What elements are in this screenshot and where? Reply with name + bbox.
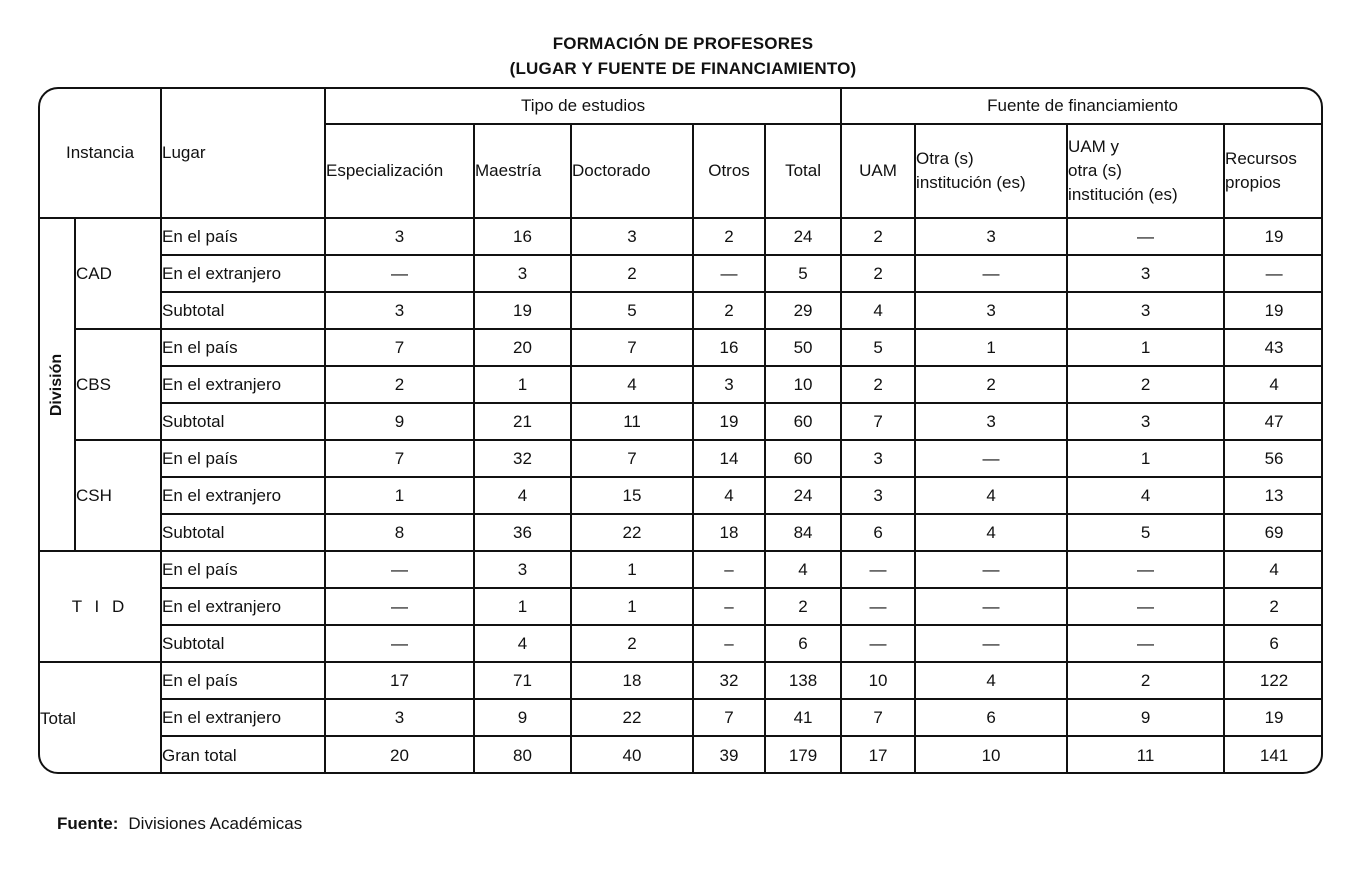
lugar-cell: En el extranjero xyxy=(161,588,325,625)
cell-uam-y-otra: 9 xyxy=(1067,699,1224,736)
cell-uam: 2 xyxy=(841,366,915,403)
cell-otra-institucion: 6 xyxy=(915,699,1067,736)
lugar-cell: En el extranjero xyxy=(161,477,325,514)
cell-maestria: 32 xyxy=(474,440,571,477)
cell-especializacion: — xyxy=(325,551,474,588)
cell-uam-y-otra: 5 xyxy=(1067,514,1224,551)
cell-uam-y-otra: 3 xyxy=(1067,255,1224,292)
table-row-cad-pais xyxy=(39,218,1323,255)
cell-doctorado: 5 xyxy=(571,292,693,329)
cell-uam-y-otra: 3 xyxy=(1067,403,1224,440)
cell-uam-y-otra: 4 xyxy=(1067,477,1224,514)
lugar-cell: Subtotal xyxy=(161,292,325,329)
lugar-cell: En el extranjero xyxy=(161,366,325,403)
cell-maestria: 1 xyxy=(474,588,571,625)
cell-total: 24 xyxy=(765,477,841,514)
cell-especializacion: 2 xyxy=(325,366,474,403)
cell-doctorado: 15 xyxy=(571,477,693,514)
lugar-cell: Subtotal xyxy=(161,403,325,440)
cell-recursos-propios: 13 xyxy=(1224,477,1323,514)
cell-doctorado: 7 xyxy=(571,329,693,366)
cell-otros: 7 xyxy=(693,699,765,736)
cell-especializacion: — xyxy=(325,588,474,625)
cell-recursos-propios: 43 xyxy=(1224,329,1323,366)
cell-total: 29 xyxy=(765,292,841,329)
cell-total: 24 xyxy=(765,218,841,255)
cell-total: 60 xyxy=(765,403,841,440)
cell-uam-y-otra: 1 xyxy=(1067,329,1224,366)
cell-otra-institucion: 4 xyxy=(915,514,1067,551)
cell-uam: 17 xyxy=(841,736,915,774)
cell-especializacion: 7 xyxy=(325,440,474,477)
data-table-frame xyxy=(38,87,1323,774)
cell-otros: 19 xyxy=(693,403,765,440)
cell-total: 138 xyxy=(765,662,841,699)
cell-uam-y-otra: 11 xyxy=(1067,736,1224,774)
cell-otros: 4 xyxy=(693,477,765,514)
header-otra-institucion-line1: Otra (s) xyxy=(916,149,974,168)
cell-doctorado: 22 xyxy=(571,514,693,551)
lugar-cell: En el país xyxy=(161,551,325,588)
cell-especializacion: 9 xyxy=(325,403,474,440)
cell-recursos-propios: 19 xyxy=(1224,218,1323,255)
cell-maestria: 3 xyxy=(474,551,571,588)
cell-doctorado: 4 xyxy=(571,366,693,403)
cell-especializacion: 3 xyxy=(325,699,474,736)
table-row-cad-subtotal xyxy=(39,292,1323,329)
header-tipo-estudios: Tipo de estudios xyxy=(325,88,841,124)
cell-uam: 7 xyxy=(841,403,915,440)
header-uam-y-otra-line2: otra (s) xyxy=(1068,161,1122,180)
source-text: Divisiones Académicas xyxy=(128,814,303,833)
table-row-csh-extranjero xyxy=(39,477,1323,514)
header-uam-y-otra-line1: UAM y xyxy=(1068,137,1120,156)
cell-recursos-propios: 69 xyxy=(1224,514,1323,551)
cell-maestria: 19 xyxy=(474,292,571,329)
table-title: FORMACIÓN DE PROFESORES xyxy=(552,34,814,53)
cell-doctorado: 22 xyxy=(571,699,693,736)
header-lugar: Lugar xyxy=(161,88,325,218)
cell-uam: 4 xyxy=(841,292,915,329)
cell-recursos-propios: 19 xyxy=(1224,292,1323,329)
header-recursos-propios xyxy=(1224,124,1323,218)
table-row-tid-subtotal xyxy=(39,625,1323,662)
cell-doctorado: 1 xyxy=(571,588,693,625)
cell-uam-y-otra: 2 xyxy=(1067,662,1224,699)
instancia-total: Total xyxy=(39,662,161,774)
cell-uam: — xyxy=(841,551,915,588)
cell-uam: 10 xyxy=(841,662,915,699)
table-row-csh-pais xyxy=(39,440,1323,477)
cell-uam-y-otra: 3 xyxy=(1067,292,1224,329)
cell-otros: 32 xyxy=(693,662,765,699)
table-row-cbs-subtotal xyxy=(39,403,1323,440)
cell-uam-y-otra: — xyxy=(1067,625,1224,662)
cell-otra-institucion: 3 xyxy=(915,218,1067,255)
cell-doctorado: 18 xyxy=(571,662,693,699)
cell-maestria: 3 xyxy=(474,255,571,292)
division-label-cell xyxy=(39,218,75,551)
division-label: División xyxy=(48,353,65,416)
header-instancia: Instancia xyxy=(39,88,161,218)
cell-especializacion: 3 xyxy=(325,218,474,255)
cell-doctorado: 7 xyxy=(571,440,693,477)
table-row-tid-extranjero xyxy=(39,588,1323,625)
header-doctorado: Doctorado xyxy=(571,124,693,218)
cell-recursos-propios: 56 xyxy=(1224,440,1323,477)
cell-uam: 2 xyxy=(841,218,915,255)
source-label: Fuente: xyxy=(57,814,119,833)
instancia-cad: CAD xyxy=(75,218,161,329)
cell-otra-institucion: 4 xyxy=(915,662,1067,699)
table-row-cad-extranjero xyxy=(39,255,1323,292)
cell-maestria: 80 xyxy=(474,736,571,774)
cell-recursos-propios: — xyxy=(1224,255,1323,292)
cell-otros: 2 xyxy=(693,292,765,329)
cell-uam-y-otra: 2 xyxy=(1067,366,1224,403)
cell-doctorado: 2 xyxy=(571,255,693,292)
cell-uam: 6 xyxy=(841,514,915,551)
cell-otra-institucion: — xyxy=(915,440,1067,477)
table-row-cbs-extranjero xyxy=(39,366,1323,403)
cell-otros: 3 xyxy=(693,366,765,403)
cell-uam: 5 xyxy=(841,329,915,366)
cell-otra-institucion: 3 xyxy=(915,403,1067,440)
lugar-cell: En el país xyxy=(161,662,325,699)
cell-recursos-propios: 6 xyxy=(1224,625,1323,662)
cell-uam: — xyxy=(841,625,915,662)
cell-especializacion: — xyxy=(325,255,474,292)
lugar-cell: En el extranjero xyxy=(161,255,325,292)
cell-otros: 2 xyxy=(693,218,765,255)
cell-especializacion: 7 xyxy=(325,329,474,366)
cell-uam: 2 xyxy=(841,255,915,292)
cell-total: 2 xyxy=(765,588,841,625)
lugar-cell: En el país xyxy=(161,218,325,255)
header-recursos-propios-line2: propios xyxy=(1225,173,1281,192)
cell-especializacion: — xyxy=(325,625,474,662)
instancia-csh: CSH xyxy=(75,440,161,551)
cell-otra-institucion: 10 xyxy=(915,736,1067,774)
cell-maestria: 1 xyxy=(474,366,571,403)
table-body xyxy=(39,218,1323,774)
cell-otros: – xyxy=(693,551,765,588)
table-row-total-extranjero xyxy=(39,699,1323,736)
cell-otra-institucion: 1 xyxy=(915,329,1067,366)
cell-maestria: 16 xyxy=(474,218,571,255)
cell-doctorado: 11 xyxy=(571,403,693,440)
header-uam: UAM xyxy=(841,124,915,218)
cell-doctorado: 40 xyxy=(571,736,693,774)
cell-otra-institucion: 3 xyxy=(915,292,1067,329)
cell-especializacion: 3 xyxy=(325,292,474,329)
cell-recursos-propios: 19 xyxy=(1224,699,1323,736)
cell-especializacion: 17 xyxy=(325,662,474,699)
cell-doctorado: 3 xyxy=(571,218,693,255)
cell-uam-y-otra: — xyxy=(1067,218,1224,255)
cell-total: 5 xyxy=(765,255,841,292)
cell-uam-y-otra: — xyxy=(1067,551,1224,588)
cell-uam: 7 xyxy=(841,699,915,736)
cell-recursos-propios: 122 xyxy=(1224,662,1323,699)
formacion-profesores-table xyxy=(38,87,1323,774)
lugar-cell: En el país xyxy=(161,329,325,366)
cell-recursos-propios: 47 xyxy=(1224,403,1323,440)
header-maestria: Maestría xyxy=(474,124,571,218)
table-row-tid-pais xyxy=(39,551,1323,588)
cell-total: 84 xyxy=(765,514,841,551)
lugar-cell: En el país xyxy=(161,440,325,477)
cell-otros: 14 xyxy=(693,440,765,477)
cell-otros: — xyxy=(693,255,765,292)
cell-total: 4 xyxy=(765,551,841,588)
header-fuente-financiamiento: Fuente de financiamiento xyxy=(841,88,1323,124)
instancia-tid: T I D xyxy=(39,551,161,662)
instancia-cbs: CBS xyxy=(75,329,161,440)
cell-otros: 18 xyxy=(693,514,765,551)
cell-recursos-propios: 2 xyxy=(1224,588,1323,625)
cell-especializacion: 20 xyxy=(325,736,474,774)
cell-especializacion: 1 xyxy=(325,477,474,514)
cell-maestria: 4 xyxy=(474,477,571,514)
table-row-gran-total xyxy=(39,736,1323,774)
cell-otros: 39 xyxy=(693,736,765,774)
cell-maestria: 36 xyxy=(474,514,571,551)
cell-recursos-propios: 4 xyxy=(1224,366,1323,403)
cell-otra-institucion: — xyxy=(915,551,1067,588)
cell-maestria: 20 xyxy=(474,329,571,366)
cell-total: 60 xyxy=(765,440,841,477)
cell-otra-institucion: 2 xyxy=(915,366,1067,403)
source-note xyxy=(57,814,302,834)
cell-especializacion: 8 xyxy=(325,514,474,551)
lugar-cell: Subtotal xyxy=(161,514,325,551)
cell-total: 50 xyxy=(765,329,841,366)
cell-total: 10 xyxy=(765,366,841,403)
cell-recursos-propios: 141 xyxy=(1224,736,1323,774)
table-row-cbs-pais xyxy=(39,329,1323,366)
table-subtitle: (LUGAR Y FUENTE DE FINANCIAMIENTO) xyxy=(509,59,857,78)
cell-otros: 16 xyxy=(693,329,765,366)
cell-uam: 3 xyxy=(841,440,915,477)
header-especializacion: Especialización xyxy=(325,124,474,218)
cell-uam-y-otra: 1 xyxy=(1067,440,1224,477)
header-uam-y-otra-line3: institución (es) xyxy=(1068,185,1178,204)
header-total: Total xyxy=(765,124,841,218)
header-otros: Otros xyxy=(693,124,765,218)
cell-otra-institucion: — xyxy=(915,588,1067,625)
table-row-total-pais xyxy=(39,662,1323,699)
cell-maestria: 71 xyxy=(474,662,571,699)
header-uam-y-otra xyxy=(1067,124,1224,218)
cell-maestria: 4 xyxy=(474,625,571,662)
cell-total: 6 xyxy=(765,625,841,662)
header-otra-institucion xyxy=(915,124,1067,218)
cell-maestria: 9 xyxy=(474,699,571,736)
cell-uam: — xyxy=(841,588,915,625)
cell-otros: – xyxy=(693,625,765,662)
cell-doctorado: 2 xyxy=(571,625,693,662)
lugar-cell: Gran total xyxy=(161,736,325,774)
cell-otra-institucion: — xyxy=(915,625,1067,662)
header-recursos-propios-line1: Recursos xyxy=(1225,149,1297,168)
cell-otra-institucion: 4 xyxy=(915,477,1067,514)
cell-total: 179 xyxy=(765,736,841,774)
cell-otra-institucion: — xyxy=(915,255,1067,292)
table-row-csh-subtotal xyxy=(39,514,1323,551)
cell-maestria: 21 xyxy=(474,403,571,440)
cell-doctorado: 1 xyxy=(571,551,693,588)
cell-recursos-propios: 4 xyxy=(1224,551,1323,588)
cell-uam-y-otra: — xyxy=(1067,588,1224,625)
lugar-cell: Subtotal xyxy=(161,625,325,662)
cell-uam: 3 xyxy=(841,477,915,514)
cell-total: 41 xyxy=(765,699,841,736)
header-otra-institucion-line2: institución (es) xyxy=(916,173,1026,192)
lugar-cell: En el extranjero xyxy=(161,699,325,736)
cell-otros: – xyxy=(693,588,765,625)
